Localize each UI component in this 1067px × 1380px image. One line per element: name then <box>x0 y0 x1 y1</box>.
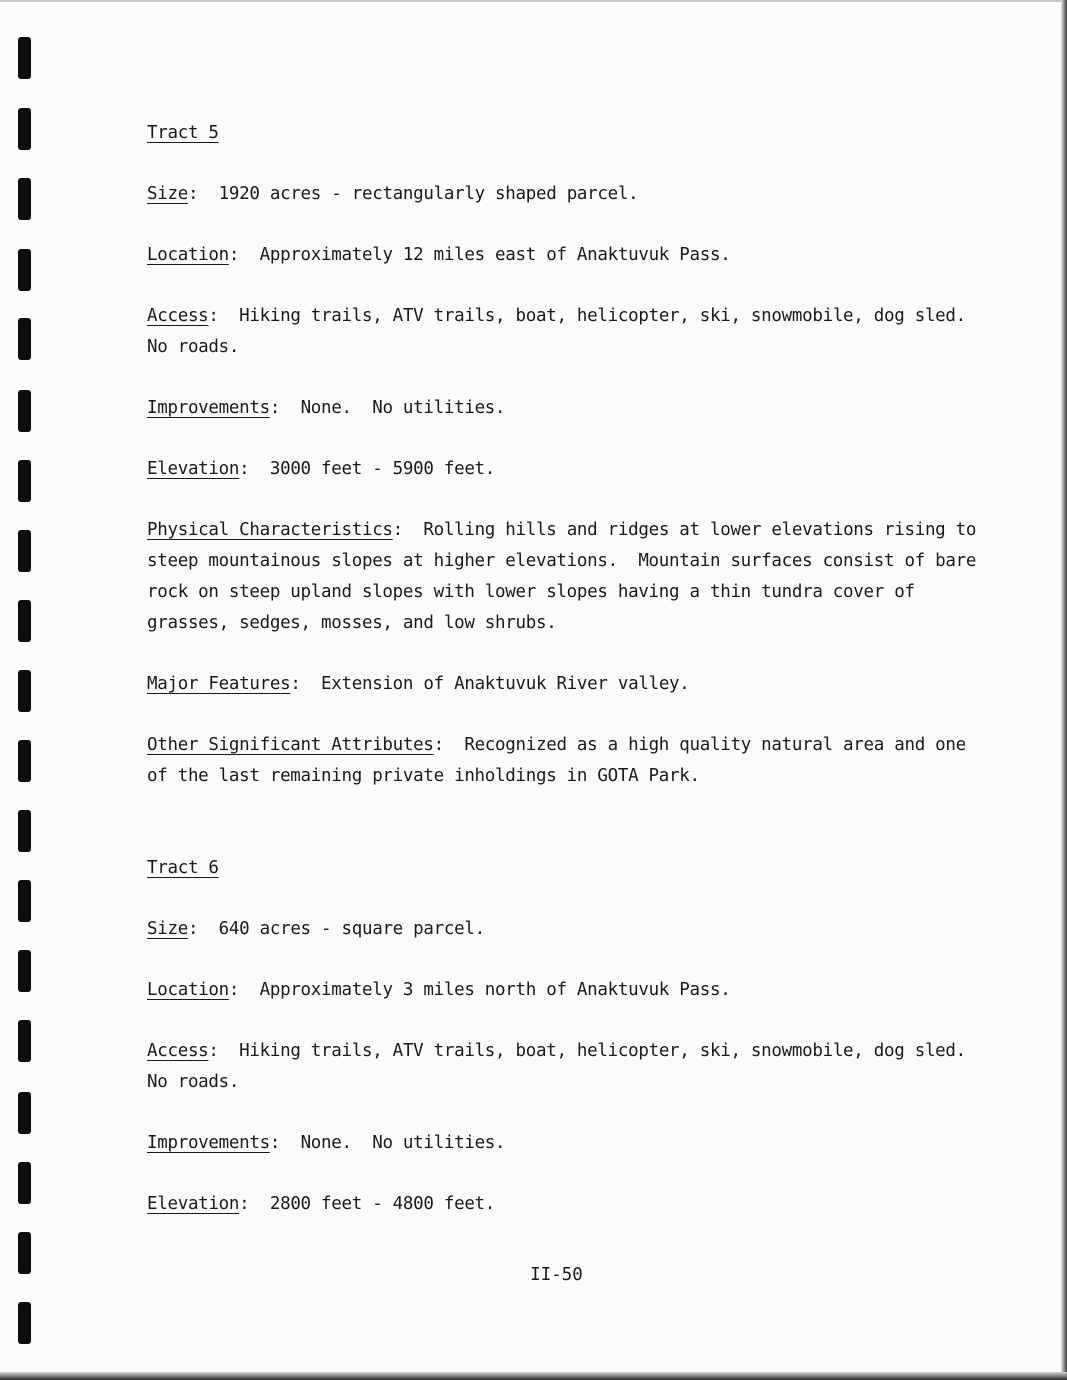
field-separator: : <box>208 306 240 326</box>
field-label: Access <box>147 1041 209 1061</box>
access-field <box>147 1036 987 1098</box>
field-value: None. No utilities. <box>300 1133 506 1153</box>
field-value: 1920 acres - rectangularly shaped parcel. <box>218 184 639 204</box>
binding-hole <box>18 37 31 79</box>
binding-hole <box>18 1020 31 1062</box>
elevation-field <box>147 1189 987 1220</box>
field-separator: : <box>239 1194 270 1214</box>
binding-hole <box>18 740 31 782</box>
field-value: 640 acres - square parcel. <box>218 919 485 939</box>
field-separator: : <box>269 1133 301 1153</box>
field-separator: : <box>239 459 270 479</box>
binding-hole <box>18 318 31 360</box>
field-separator: : <box>228 245 260 265</box>
field-label: Other Significant Attributes <box>147 735 434 755</box>
field-separator: : <box>208 1041 240 1061</box>
physical-characteristics-field <box>147 515 987 639</box>
field-label: Size <box>147 184 188 204</box>
binding-hole <box>18 390 31 432</box>
binding-hole <box>18 460 31 502</box>
field-label: Location <box>147 245 229 265</box>
binding-hole <box>18 530 31 572</box>
field-value: Hiking trails, ATV trails, boat, helicopter, ski, snowmobile, dog sled. No roads. <box>147 306 987 357</box>
binding-hole <box>18 1302 31 1344</box>
field-label: Size <box>147 919 188 939</box>
field-value: Approximately 12 miles east of Anaktuvuk Pass. <box>259 245 731 265</box>
improvements-field <box>147 393 987 424</box>
field-separator: : <box>433 735 465 755</box>
field-value: Hiking trails, ATV trails, boat, helicopter, ski, snowmobile, dog sled. No roads. <box>147 1041 987 1092</box>
page-right-edge <box>1061 0 1067 1380</box>
field-label: Improvements <box>147 1133 270 1153</box>
tract-heading: Tract 6 <box>147 858 219 878</box>
binding-hole <box>18 810 31 852</box>
field-separator: : <box>392 520 424 540</box>
other-significant-attributes-field <box>147 730 987 792</box>
binding-hole <box>18 1092 31 1134</box>
tract-section <box>147 118 987 792</box>
field-label: Access <box>147 306 209 326</box>
binding-hole <box>18 108 31 150</box>
size-field <box>147 914 987 945</box>
binding-hole <box>18 1162 31 1204</box>
field-value: Rolling hills and ridges at lower elevations rising to steep mountainous slopes at higher elevations. Mountain surfaces consist of bare rock on steep upland slopes with lower slopes having a thin tundra cover of grasses, sedges, mosses, and low shrubs. <box>147 520 987 633</box>
field-label: Elevation <box>147 459 240 479</box>
field-value: Approximately 3 miles north of Anaktuvuk Pass. <box>259 980 731 1000</box>
tract-section <box>147 853 987 1220</box>
major-features-field <box>147 669 987 700</box>
location-field <box>147 975 987 1006</box>
field-separator: : <box>290 674 322 694</box>
location-field <box>147 240 987 271</box>
field-separator: : <box>187 919 219 939</box>
document-body <box>147 118 987 1220</box>
page-top-edge <box>0 0 1067 2</box>
binding-hole <box>18 178 31 220</box>
field-separator: : <box>187 184 219 204</box>
field-label: Physical Characteristics <box>147 520 393 540</box>
field-label: Elevation <box>147 1194 240 1214</box>
field-value: None. No utilities. <box>300 398 506 418</box>
binding-hole <box>18 670 31 712</box>
binding-hole <box>18 249 31 291</box>
binding-hole <box>18 950 31 992</box>
field-value: 3000 feet - 5900 feet. <box>269 459 496 479</box>
field-label: Location <box>147 980 229 1000</box>
field-value: 2800 feet - 4800 feet. <box>269 1194 496 1214</box>
field-value: Recognized as a high quality natural area and one of the last remaining private inholdings in GOTA Park. <box>147 735 977 786</box>
binding-hole <box>18 880 31 922</box>
size-field <box>147 179 987 210</box>
improvements-field <box>147 1128 987 1159</box>
access-field <box>147 301 987 363</box>
page-bottom-edge <box>0 1372 1067 1380</box>
field-label: Major Features <box>147 674 291 694</box>
binding-hole <box>18 600 31 642</box>
elevation-field <box>147 454 987 485</box>
field-separator: : <box>269 398 301 418</box>
tract-heading: Tract 5 <box>147 123 219 143</box>
page-number: II-50 <box>530 1265 583 1285</box>
binding-holes <box>18 0 32 1380</box>
field-separator: : <box>228 980 260 1000</box>
field-label: Improvements <box>147 398 270 418</box>
field-value: Extension of Anaktuvuk River valley. <box>321 674 690 694</box>
